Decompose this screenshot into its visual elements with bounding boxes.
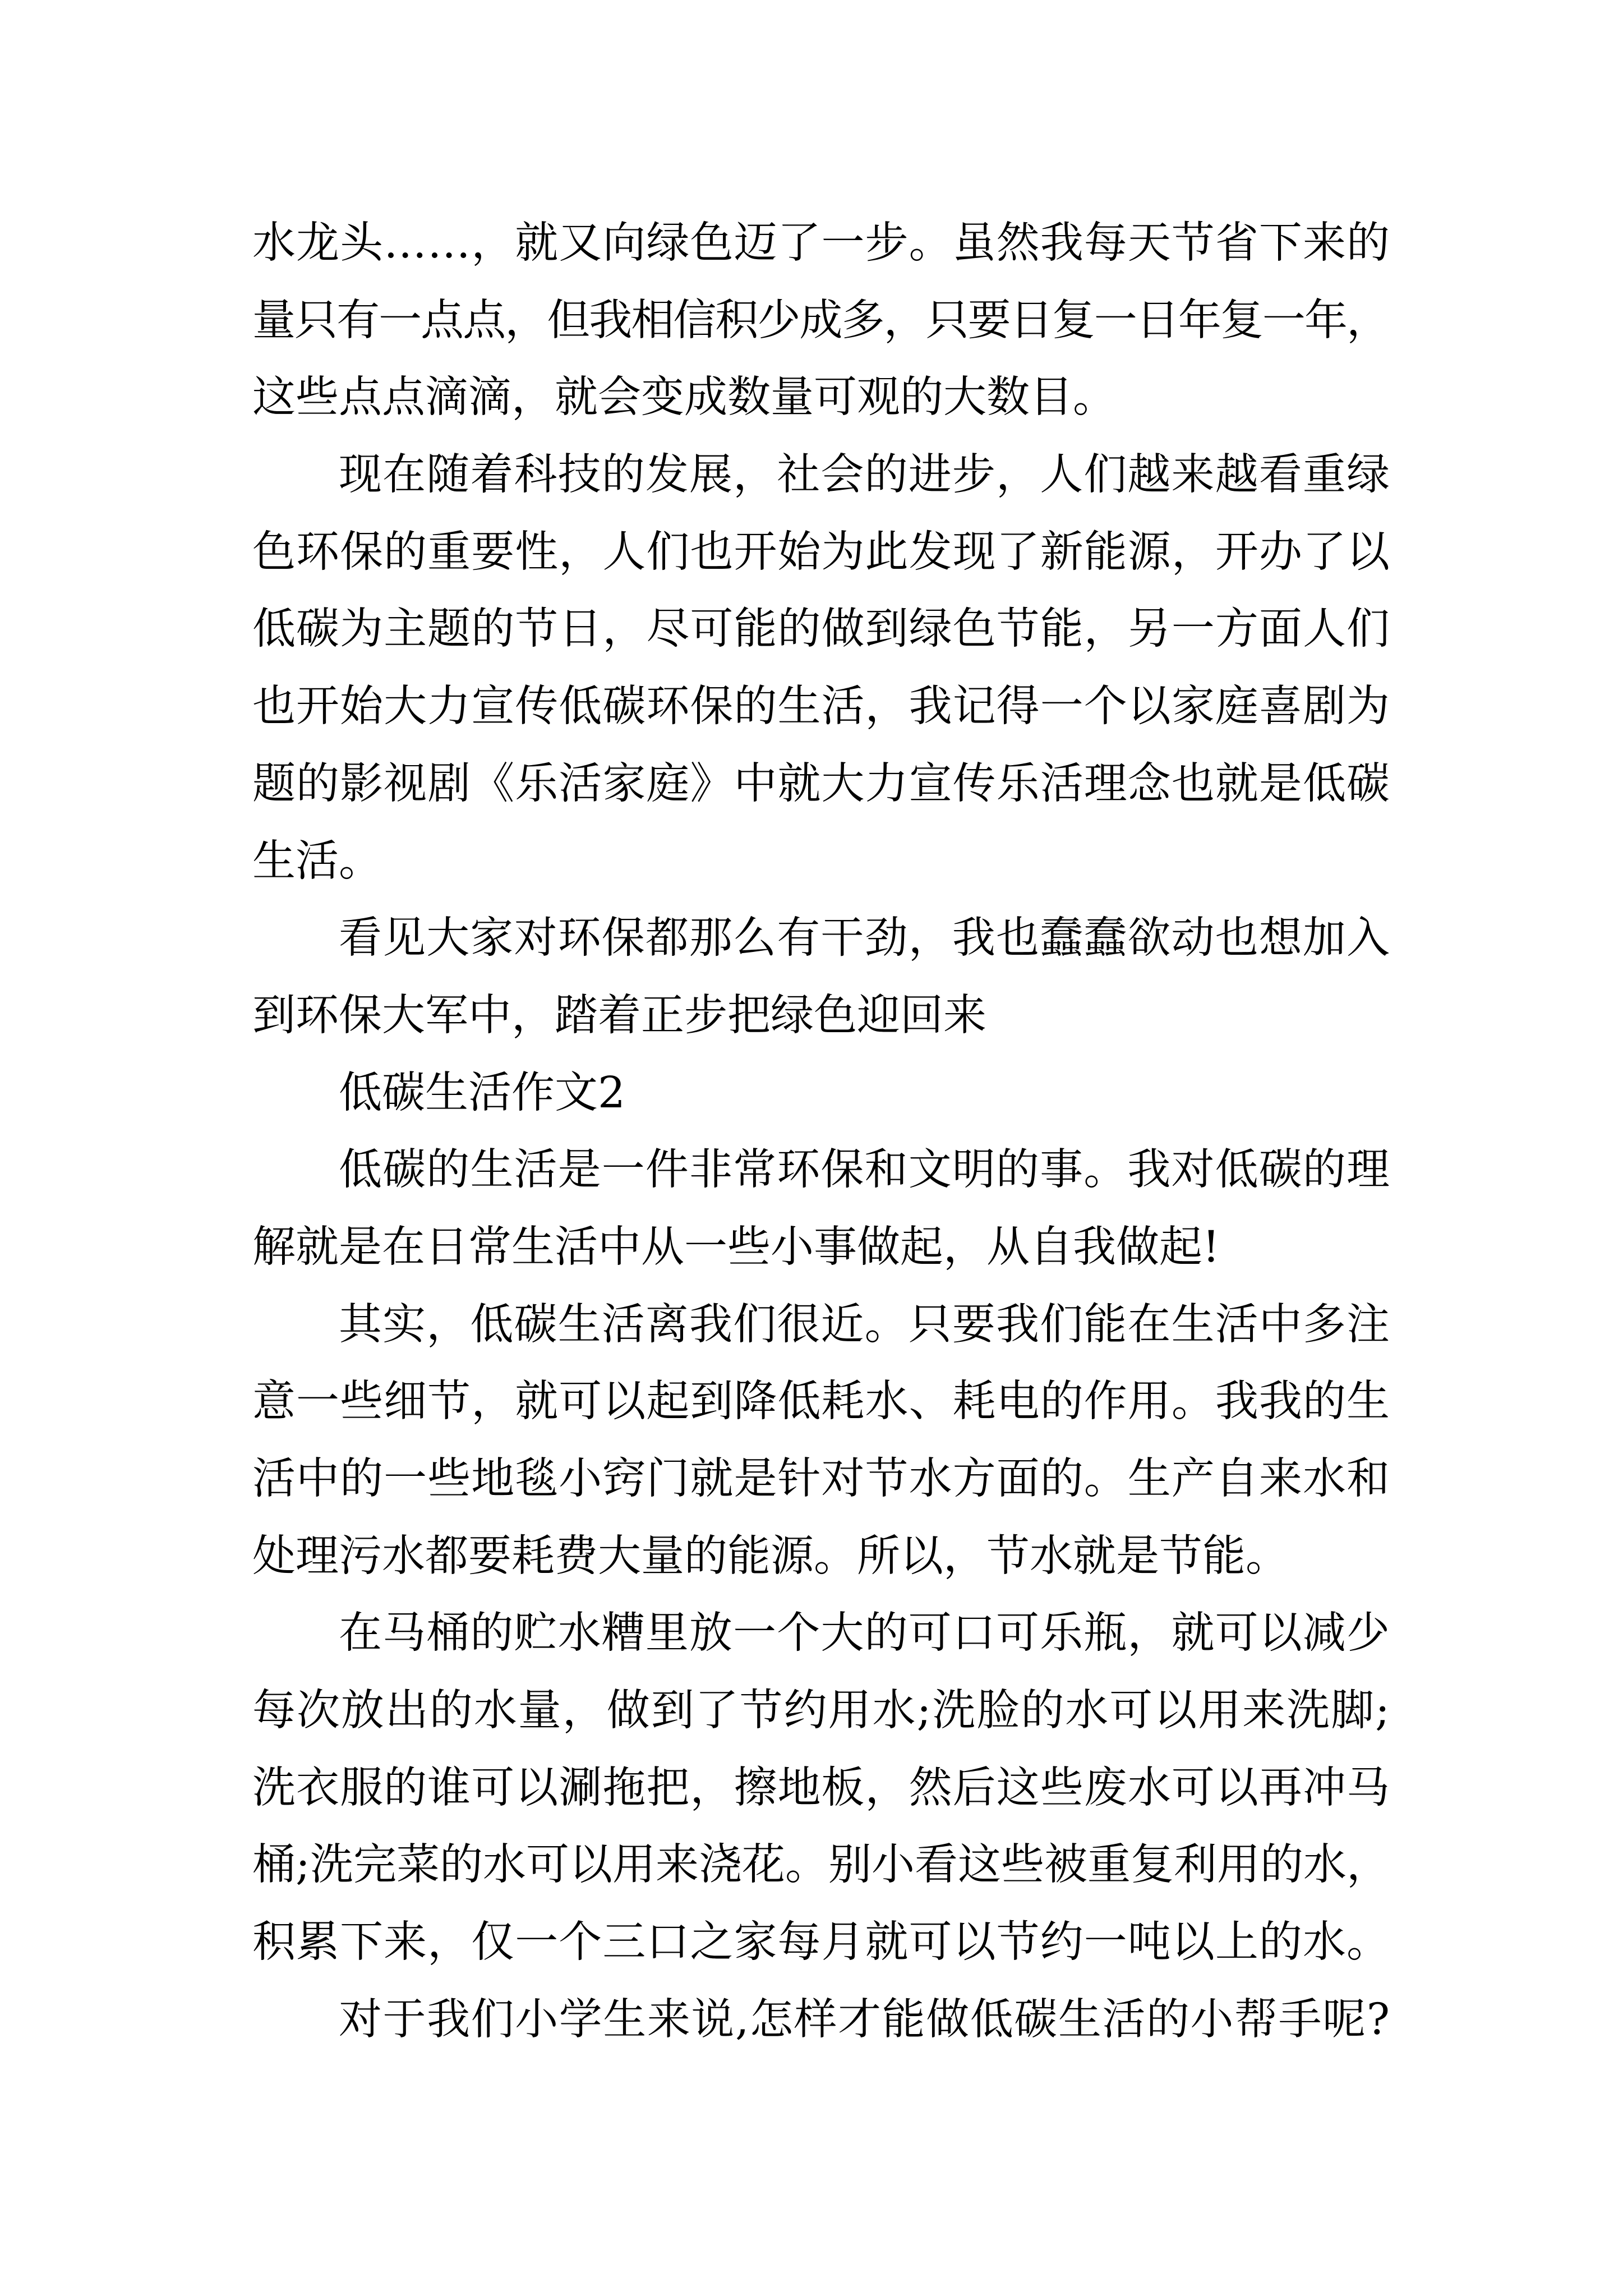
paragraph: [252, 1286, 1390, 1595]
essay-title: 低碳生活作文2: [339, 1068, 625, 1118]
paragraph-line: 色环保的重要性，人们也开始为此发现了新能源，开办了以: [252, 527, 1391, 577]
body-text: [252, 205, 1390, 2059]
paragraph-line: 题的影视剧《乐活家庭》中就大力宣传乐活理念也就是低碳: [252, 758, 1391, 809]
paragraph-line: 看见大家对环保都那么有干劲，我也蠢蠢欲动也想加入: [339, 913, 1391, 964]
paragraph-line: 处理污水都要耗费大量的能源。所以，节水就是节能。: [252, 1531, 1289, 1581]
paragraph-line: 活中的一些地毯小窍门就是针对节水方面的。生产自来水和: [252, 1454, 1391, 1504]
paragraph-line: 洗衣服的谁可以涮拖把，擦地板，然后这些废水可以再冲马: [252, 1763, 1391, 1813]
paragraph-line: 桶;洗完菜的水可以用来浇花。别小看这些被重复利用的水，: [252, 1840, 1390, 1890]
paragraph-line: 意一些细节，就可以起到降低耗水、耗电的作用。我我的生: [252, 1377, 1391, 1427]
paragraph-line: 也开始大力宣传低碳环保的生活，我记得一个以家庭喜剧为: [252, 682, 1391, 732]
paragraph-line: 现在随着科技的发展，社会的进步，人们越来越看重绿: [339, 450, 1391, 500]
paragraph-line: 在马桶的贮水糟里放一个大的可口可乐瓶，就可以减少: [339, 1608, 1391, 1659]
paragraph-line: 量只有一点点，但我相信积少成多，只要日复一日年复一年，: [252, 295, 1389, 346]
paragraph-line: 到环保大军中，踏着正步把绿色迎回来: [252, 990, 986, 1041]
paragraph: [252, 205, 1390, 436]
paragraph-line: 每次放出的水量，做到了节约用水;洗脸的水可以用来洗脚;: [252, 1686, 1391, 1736]
paragraph-line: 对于我们小学生来说,怎样才能做低碳生活的小帮手呢?: [339, 1994, 1391, 2045]
paragraph: [252, 1981, 1390, 2059]
paragraph: [252, 900, 1390, 1054]
paragraph: [252, 1595, 1390, 1981]
paragraph-line: 生活。: [252, 836, 382, 886]
essay-section: [252, 1055, 1390, 2059]
paragraph-line: 其实，低碳生活离我们很近。只要我们能在生活中多注: [339, 1299, 1391, 1350]
paragraph-line: 低碳的生活是一件非常环保和文明的事。我对低碳的理: [339, 1145, 1391, 1195]
paragraph: [252, 1131, 1390, 1286]
paragraph-line: 低碳为主题的节日，尽可能的做到绿色节能，另一方面人们: [252, 604, 1391, 655]
paragraph-line: 解就是在日常生活中从一些小事做起，从自我做起!: [252, 1222, 1220, 1272]
paragraph-line: 水龙头……，就又向绿色迈了一步。虽然我每天节省下来的: [252, 218, 1391, 268]
paragraph: [252, 436, 1390, 900]
essay-continuation: [252, 205, 1390, 1055]
paragraph-line: 积累下来，仅一个三口之家每月就可以节约一吨以上的水。: [252, 1917, 1391, 1968]
paragraph-line: 这些点点滴滴，就会变成数量可观的大数目。: [252, 372, 1116, 423]
